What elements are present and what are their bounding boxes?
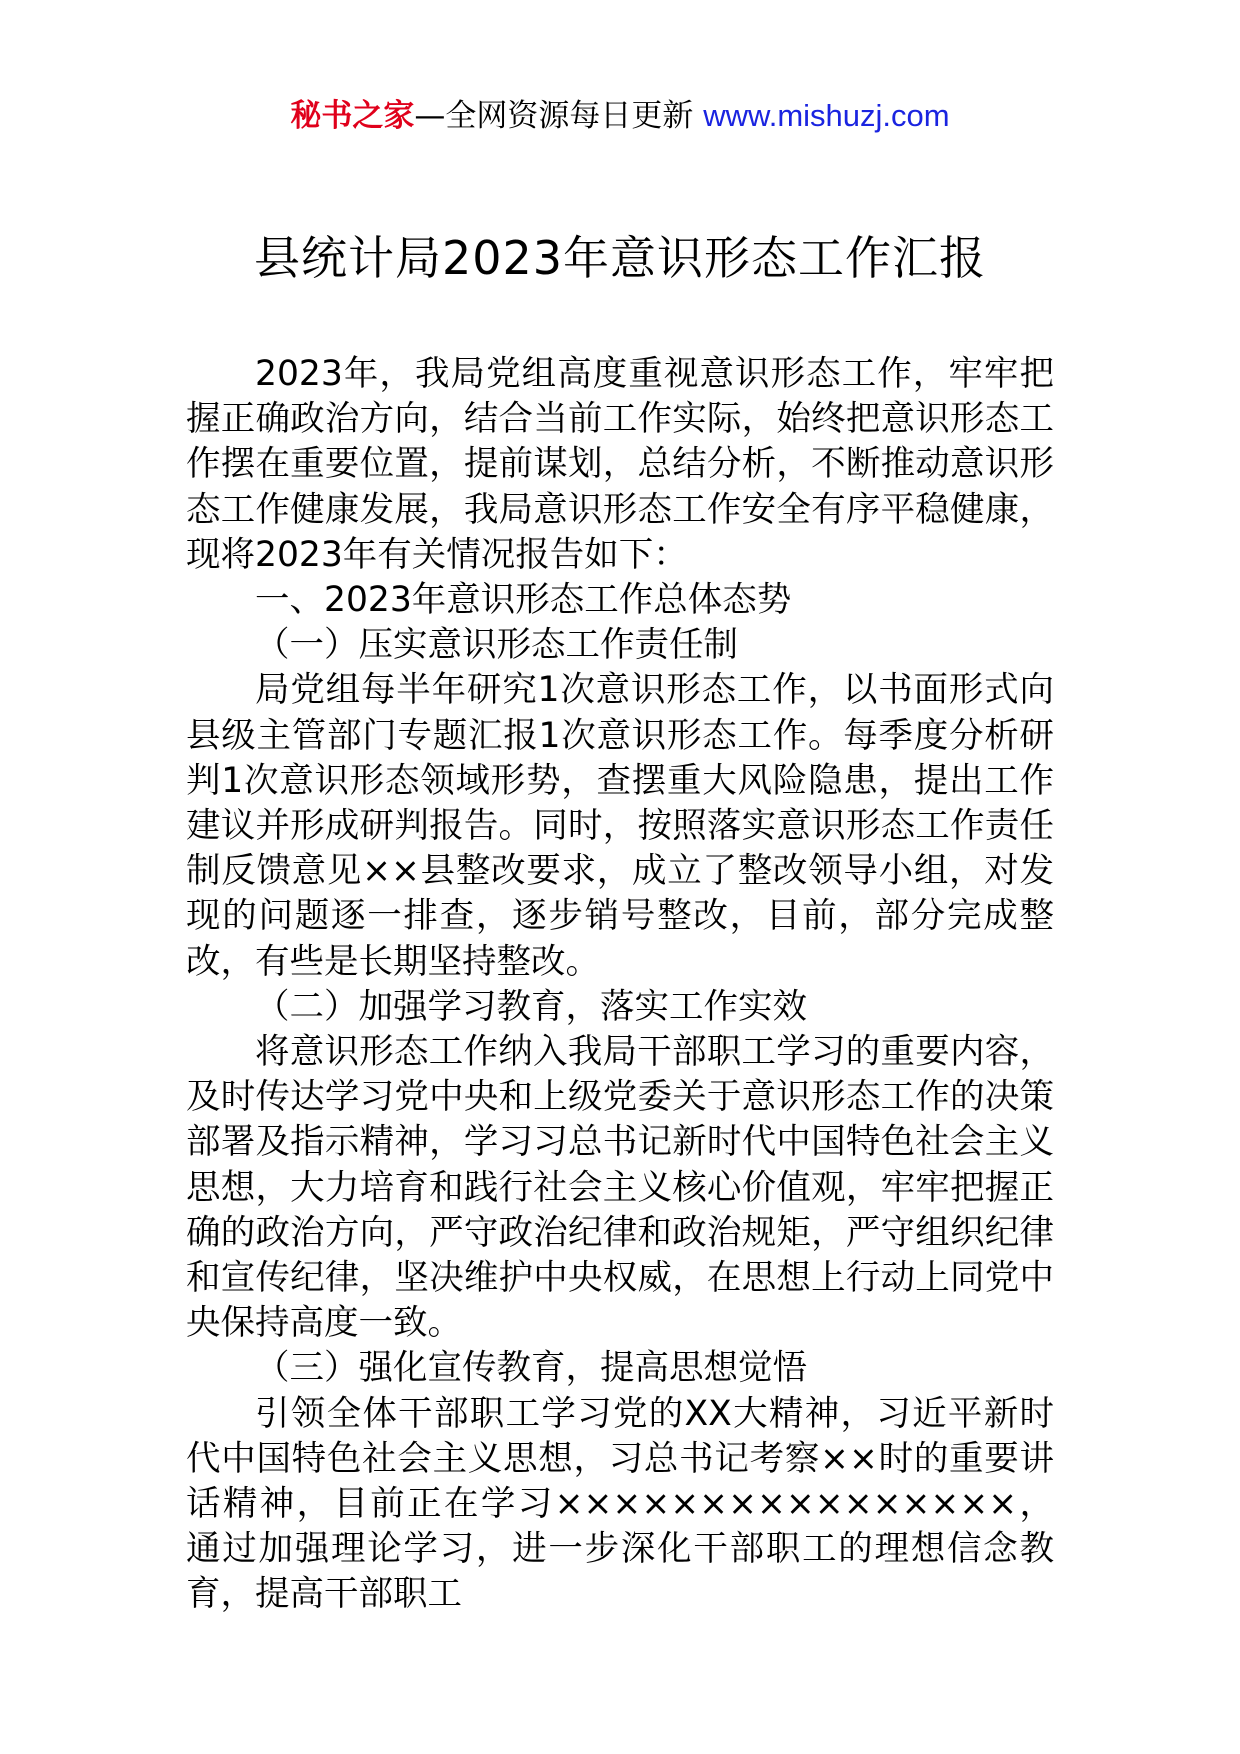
intro-paragraph: 2023年，我局党组高度重视意识形态工作，牢牢把握正确政治方向，结合当前工作实际，始终把意识形态工作摆在重要位置，提前谋划，总结分析，不断推动意识形态工作健康发展，我局意识形态工作安全有序平稳健康，现将2023年有关情况报告如下： [186,354,1054,575]
subsection-heading-1: （一）压实意识形态工作责任制 [255,625,738,666]
site-banner [0,96,1240,136]
body-paragraph-2: 将意识形态工作纳入我局干部职工学习的重要内容，及时传达学习党中央和上级党委关于意识形态工作的决策部署及指示精神，学习习总书记新时代中国特色社会主义思想，大力培育和践行社会主义核心价值观，牢牢把握正确的政治方向，严守政治纪律和政治规矩，严守组织纪律和宣传纪律，坚决维护中央权威，在思想上行动上同党中央保持高度一致。 [186,1032,1054,1344]
document-body [186,352,1054,1618]
subsection-heading-2: （二）加强学习教育，落实工作实效 [255,986,807,1027]
banner-slogan: —全网资源每日更新 [414,98,704,134]
body-paragraph-1: 局党组每半年研究1次意识形态工作，以书面形式向县级主管部门专题汇报1次意识形态工作。每季度分析研判1次意识形态领域形势，查摆重大风险隐患，提出工作建议并形成研判报告。同时，按照落实意识形态工作责任制反馈意见××县整改要求，成立了整改领导小组，对发现的问题逐一排查，逐步销号整改，目前，部分完成整改，有些是长期坚持整改。 [186,670,1054,982]
website-link[interactable]: www.mishuzj.com [703,98,950,133]
body-paragraph-3: 引领全体干部职工学习党的XX大精神，习近平新时代中国特色社会主义思想，习总书记考察××时的重要讲话精神，目前正在学习××××××××××××××××，通过加强理论学习，进一步深化干部职工的理想信念教育，提高干部职工 [186,1393,1054,1615]
section-heading-1: 一、2023年意识形态工作总体态势 [255,580,792,621]
brand-name: 秘书之家 [290,98,415,134]
subsection-heading-3: （三）强化宣传教育，提高思想觉悟 [255,1348,807,1389]
document-title: 县统计局2023年意识形态工作汇报 [253,231,987,285]
